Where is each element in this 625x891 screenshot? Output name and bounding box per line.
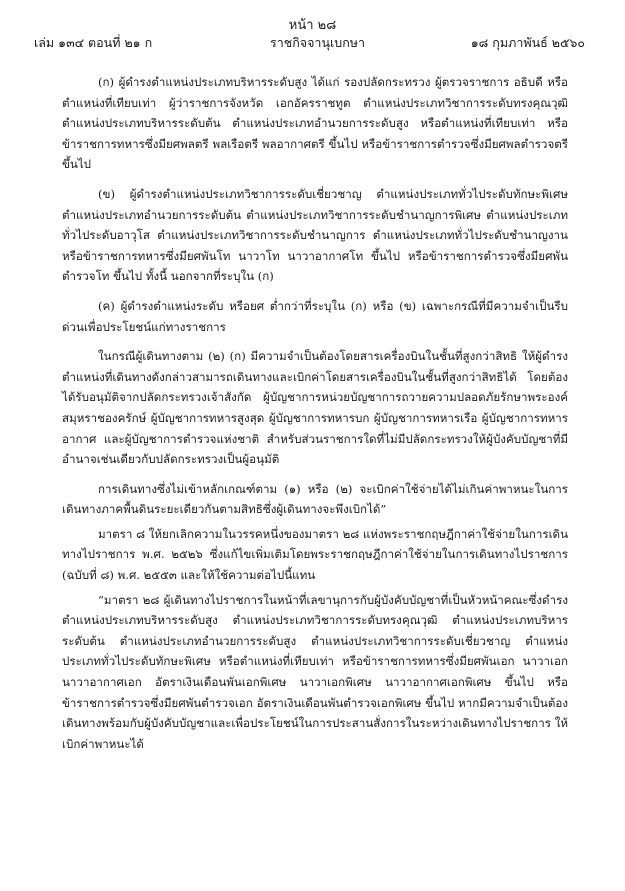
paragraph-ko: (ก) ผู้ดำรงตำแหน่งประเภทบริหารระดับสูง ได้แก่ รองปลัดกระทรวง ผู้ตรวจราชการ อธิบดี หรือตำแหน่งที่เทียบเท่า ผู้ว่าราชการจังหวัด เอกอัครราชทูต ตำแหน่งประเภทวิชาการระดับทรงคุณวุฒิ ตำแหน่งประเภทบริหารระดับต้น ตำแหน่งประเภทอำนวยการระดับสูง หรือตำแหน่งที่เทียบเท่า หรือข้าราชการทหารซึ่งมียศพลตรี พลเรือตรี พลอากาศตรี ขึ้นไป หรือข้าราชการตำรวจซึ่งมียศพลตำรวจตรีขึ้นไป bbox=[62, 75, 568, 172]
paragraph-kho-2: (ค) ผู้ดำรงตำแหน่งระดับ หรือยศ ต่ำกว่าที่ระบุใน (ก) หรือ (ข) เฉพาะกรณีที่มีความจำเป็นรีบด่วนเพื่อประโยชน์แก่ทางราชการ bbox=[62, 298, 568, 334]
gazette-title: ราชกิจจานุเบกษา bbox=[270, 35, 366, 50]
section-8: มาตรา ๘ ให้ยกเลิกความในวรรคหนึ่งของมาตรา ๒๘ แห่งพระราชกฤษฎีกาค่าใช้จ่ายในการเดินทางไปราชการ พ.ศ. ๒๕๒๖ ซึ่งแก้ไขเพิ่มเติมโดยพระราชกฤษฎีกาค่าใช้จ่ายในการเดินทางไปราชการ (ฉบับที่ ๘) พ.ศ. ๒๕๕๓ และให้ใช้ความต่อไปนี้แทน bbox=[62, 526, 568, 583]
document-body bbox=[62, 72, 568, 763]
paragraph-first-class-flight: ในกรณีผู้เดินทางตาม (๒) (ก) มีความจำเป็นต้องโดยสารเครื่องบินในชั้นที่สูงกว่าสิทธิ ให้ผู้ดำรงตำแหน่งที่เดินทางดังกล่าวสามารถเดินทางและเบิกค่าโดยสารเครื่องบินในชั้นที่สูงกว่าสิทธิได้ โดยต้องได้รับอนุมัติจากปลัดกระทรวงเจ้าสังกัด ผู้บัญชาการหน่วยบัญชาการถวายความปลอดภัยรักษาพระองค์ สมุหราชองครักษ์ ผู้บัญชาการทหารสูงสุด ผู้บัญชาการทหารบก ผู้บัญชาการทหารเรือ ผู้บัญชาการทหารอากาศ และผู้บัญชาการตำรวจแห่งชาติ สำหรับส่วนราชการใดที่ไม่มีปลัดกระทรวงให้ผู้บังคับบัญชาที่มีอำนาจเช่นเดียวกับปลัดกระทรวงเป็นผู้อนุมัติ bbox=[62, 349, 568, 467]
volume-issue: เล่ม ๑๓๔ ตอนที่ ๒๑ ก bbox=[34, 35, 153, 50]
paragraph-ground-travel: การเดินทางซึ่งไม่เข้าหลักเกณฑ์ตาม (๑) หรือ (๒) จะเบิกค่าใช้จ่ายได้ไม่เกินค่าพาหนะในการเดินทางภาคพื้นดินระยะเดียวกันตามสิทธิซึ่งผู้เดินทางจะพึงเบิกได้” bbox=[62, 481, 568, 517]
section-28-new: “มาตรา ๒๘ ผู้เดินทางไปราชการในหน้าที่เลขานุการกับผู้บังคับบัญชาที่เป็นหัวหน้าคณะซึ่งดำรงตำแหน่งประเภทบริหารระดับสูง ตำแหน่งประเภทวิชาการระดับทรงคุณวุฒิ ตำแหน่งประเภทบริหารระดับต้น ตำแหน่งประเภทอำนวยการระดับสูง ตำแหน่งประเภทวิชาการระดับเชี่ยวชาญ ตำแหน่งประเภททั่วไประดับทักษะพิเศษ หรือตำแหน่งที่เทียบเท่า หรือข้าราชการทหารซึ่งมียศพันเอก นาวาเอก นาวาอากาศเอก อัตราเงินเดือนพันเอกพิเศษ นาวาเอกพิเศษ นาวาอากาศเอกพิเศษ ขึ้นไป หรือข้าราชการตำรวจซึ่งมียศพันตำรวจเอก อัตราเงินเดือนพันตำรวจเอกพิเศษ ขึ้นไป หากมีความจำเป็นต้องเดินทางพร้อมกับผู้บังคับบัญชาและเพื่อประโยชน์ในการประสานสั่งการในระหว่างเดินทางไปราชการ ให้เบิกค่าพาหนะได้ bbox=[62, 592, 568, 751]
publication-date: ๑๘ กุมภาพันธ์ ๒๕๖๐ bbox=[470, 35, 585, 50]
paragraph-kho: (ข) ผู้ดำรงตำแหน่งประเภทวิชาการระดับเชี่ยวชาญ ตำแหน่งประเภททั่วไประดับทักษะพิเศษ ตำแหน่งประเภทอำนวยการระดับต้น ตำแหน่งประเภทวิชาการระดับชำนาญการพิเศษ ตำแหน่งประเภททั่วไประดับอาวุโส ตำแหน่งประเภทวิชาการระดับชำนาญการ ตำแหน่งประเภททั่วไประดับชำนาญงาน หรือข้าราชการทหารซึ่งมียศพันโท นาวาโท นาวาอากาศโท ขึ้นไป หรือข้าราชการตำรวจซึ่งมียศพันตำรวจโท ขึ้นไป ทั้งนี้ นอกจากที่ระบุใน (ก) bbox=[62, 186, 568, 284]
page-number: หน้า ๒๘ bbox=[288, 18, 337, 33]
